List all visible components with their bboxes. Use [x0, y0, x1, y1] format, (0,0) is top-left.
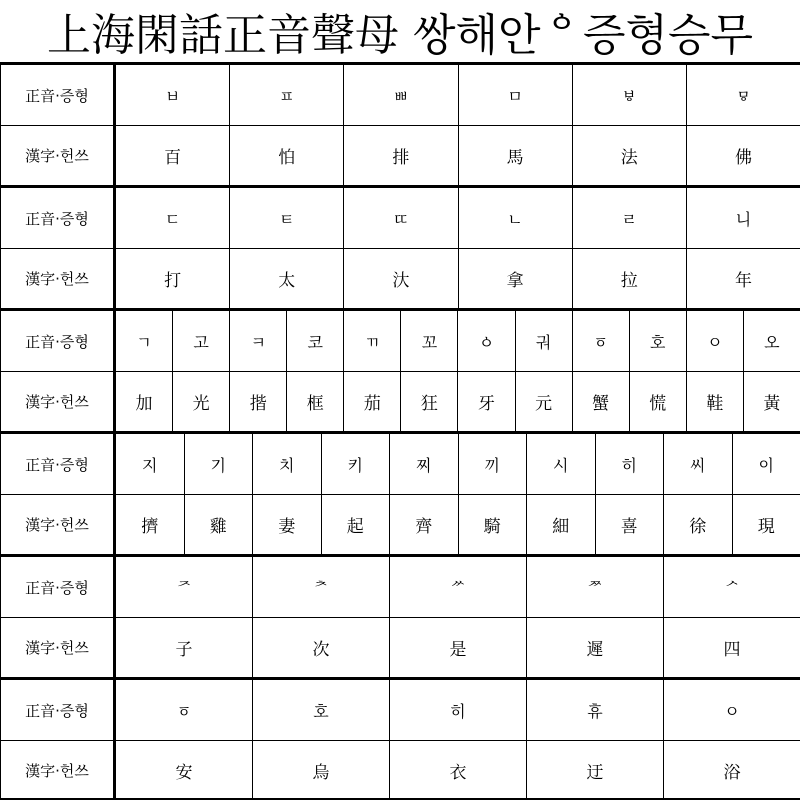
table-section	[0, 185, 800, 308]
hanja-cell: 騎	[459, 495, 528, 554]
row-label: 正音·증형	[0, 188, 116, 248]
row-label: 正音·증형	[0, 434, 116, 494]
hanja-cell: 百	[116, 126, 230, 185]
row-label: 漢字·헌쓰	[0, 126, 116, 185]
jamo-cell: 니	[735, 209, 752, 229]
hanja-row	[0, 617, 800, 677]
hanja-cell: 打	[116, 249, 230, 308]
jamo-cell: ㆁ	[458, 311, 515, 371]
hanja-cell: 馬	[459, 126, 573, 185]
jamo-cell: ㄱ	[116, 311, 173, 371]
row-label: 正音·증형	[0, 311, 116, 371]
jeongeum-row	[0, 434, 800, 494]
row-label: 漢字·헌쓰	[0, 618, 116, 677]
hanja-cell: 細	[527, 495, 596, 554]
jeongeum-row	[0, 311, 800, 371]
table-section	[0, 431, 800, 554]
hanja-cell: 黃	[763, 394, 781, 414]
jeongeum-row	[0, 65, 800, 125]
hanja-cell: 加	[116, 372, 173, 431]
hanja-cell: 現	[757, 517, 775, 537]
jamo-cell: 코	[287, 311, 344, 371]
hanja-cell: 次	[253, 618, 390, 677]
hanja-cell: 喜	[596, 495, 665, 554]
jamo-cell: 기	[185, 434, 254, 494]
jamo-cell: ㄸ	[344, 188, 458, 248]
hanja-cell: 齊	[390, 495, 459, 554]
jamo-cell: ㄲ	[344, 311, 401, 371]
jamo-cell: ᄼ	[724, 578, 740, 598]
hanja-cell: 拿	[459, 249, 573, 308]
jamo-cell: 찌	[390, 434, 459, 494]
jamo-cell: 오	[764, 332, 780, 352]
hanja-cell: 子	[116, 618, 253, 677]
hanja-row	[0, 494, 800, 554]
hanja-cell: 怕	[230, 126, 344, 185]
hanja-cell: 迂	[527, 741, 664, 800]
hanja-cell: 浴	[723, 763, 741, 783]
hanja-cell: 汏	[344, 249, 458, 308]
hanja-cell: 太	[230, 249, 344, 308]
hanja-cell: 遲	[527, 618, 664, 677]
jamo-cell: ᅏ	[527, 557, 664, 617]
jamo-cell: ㅂ	[116, 65, 230, 125]
jamo-cell: 씨	[664, 434, 733, 494]
jamo-cell: ㆆ	[573, 311, 630, 371]
hanja-row	[0, 125, 800, 185]
row-label: 漢字·헌쓰	[0, 249, 116, 308]
jamo-cell: ㅁ	[459, 65, 573, 125]
jamo-cell: ᅔ	[253, 557, 390, 617]
row-label: 正音·증형	[0, 680, 116, 740]
jamo-cell: 호	[253, 680, 390, 740]
row-label: 正音·증형	[0, 557, 116, 617]
hanja-cell: 安	[116, 741, 253, 800]
jamo-cell: ㄴ	[459, 188, 573, 248]
hanja-cell: 佛	[734, 148, 752, 168]
jamo-cell: 치	[253, 434, 322, 494]
jamo-cell: ㄹ	[573, 188, 687, 248]
consonant-table	[0, 62, 800, 800]
row-label: 正音·증형	[0, 65, 116, 125]
jamo-cell: 시	[527, 434, 596, 494]
jamo-cell: 휴	[527, 680, 664, 740]
hanja-cell: 拉	[573, 249, 687, 308]
jamo-cell: ㅍ	[230, 65, 344, 125]
jamo-cell: 호	[630, 311, 687, 371]
page-title: 上海閑話正音聲母 쌍해안ᅌ증형승무	[46, 10, 754, 61]
row-label: 漢字·헌쓰	[0, 741, 116, 800]
jamo-cell: 이	[758, 455, 774, 475]
jeongeum-row	[0, 188, 800, 248]
hanja-row	[0, 371, 800, 431]
hanja-cell: 元	[516, 372, 573, 431]
hanja-cell: 年	[734, 271, 752, 291]
jamo-cell: ㅋ	[230, 311, 287, 371]
hanja-cell: 起	[322, 495, 391, 554]
jamo-cell: 꼬	[401, 311, 458, 371]
jamo-cell: 지	[116, 434, 185, 494]
hanja-cell: 茄	[344, 372, 401, 431]
hanja-cell: 徐	[664, 495, 733, 554]
hanja-cell: 四	[723, 640, 741, 660]
hanja-cell: 擠	[116, 495, 185, 554]
jamo-cell: 히	[390, 680, 527, 740]
hanja-cell: 揩	[230, 372, 287, 431]
hanja-cell: 光	[173, 372, 230, 431]
row-label: 漢字·헌쓰	[0, 372, 116, 431]
hanja-cell: 法	[573, 126, 687, 185]
hanja-row	[0, 248, 800, 308]
jamo-cell: ㄷ	[116, 188, 230, 248]
jamo-cell: ㅸ	[573, 65, 687, 125]
table-section	[0, 554, 800, 677]
hanja-cell: 慌	[630, 372, 687, 431]
jamo-cell: 고	[173, 311, 230, 371]
hanja-cell: 狂	[401, 372, 458, 431]
hanja-cell: 鞋	[687, 372, 744, 431]
row-label: 漢字·헌쓰	[0, 495, 116, 554]
hanja-cell: 蟹	[573, 372, 630, 431]
jeongeum-row	[0, 680, 800, 740]
hanja-cell: 是	[390, 618, 527, 677]
hanja-cell: 妻	[253, 495, 322, 554]
jamo-cell: ㅌ	[230, 188, 344, 248]
hanja-row	[0, 740, 800, 800]
jamo-cell: 히	[596, 434, 665, 494]
jamo-cell: ᅎ	[116, 557, 253, 617]
table-section	[0, 62, 800, 185]
table-section	[0, 308, 800, 431]
jamo-cell: 끼	[459, 434, 528, 494]
jamo-cell: ㅃ	[344, 65, 458, 125]
table-section	[0, 677, 800, 800]
jeongeum-row	[0, 557, 800, 617]
hanja-cell: 烏	[253, 741, 390, 800]
jamo-cell: ㅱ	[735, 86, 752, 106]
jamo-cell: ㅇ	[724, 701, 740, 721]
jamo-cell: ㆆ	[116, 680, 253, 740]
hanja-cell: 框	[287, 372, 344, 431]
hanja-cell: 牙	[458, 372, 515, 431]
jamo-cell: 궈	[516, 311, 573, 371]
jamo-cell: ᄽ	[390, 557, 527, 617]
hanja-cell: 衣	[390, 741, 527, 800]
hanja-cell: 雞	[185, 495, 254, 554]
hanja-cell: 排	[344, 126, 458, 185]
jamo-cell: 키	[322, 434, 391, 494]
jamo-cell: ㅇ	[687, 311, 744, 371]
